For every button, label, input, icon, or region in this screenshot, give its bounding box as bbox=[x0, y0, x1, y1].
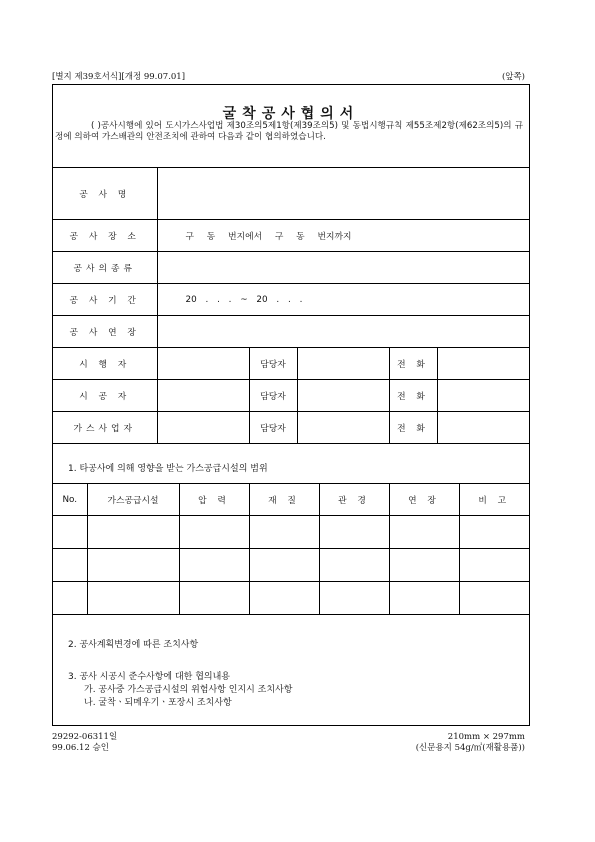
table-cell[interactable] bbox=[459, 549, 529, 582]
label-constructor-phone: 전 화 bbox=[389, 380, 437, 412]
value-gas-phone[interactable] bbox=[437, 412, 529, 444]
value-executor[interactable] bbox=[157, 348, 249, 380]
table-cell[interactable] bbox=[249, 516, 319, 549]
value-gas-manager[interactable] bbox=[297, 412, 389, 444]
table-cell[interactable] bbox=[53, 516, 87, 549]
value-constructor-phone[interactable] bbox=[437, 380, 529, 412]
table-cell[interactable] bbox=[389, 549, 459, 582]
value-project-extension[interactable] bbox=[157, 316, 529, 348]
col-diameter: 관 경 bbox=[319, 484, 389, 516]
col-no: No. bbox=[53, 484, 87, 516]
row-project-place bbox=[53, 220, 529, 252]
page-side: (앞쪽) bbox=[501, 72, 525, 82]
table-cell[interactable] bbox=[459, 516, 529, 549]
row-executor bbox=[53, 348, 529, 380]
form-code: 29292-06311일 bbox=[52, 732, 118, 742]
table-cell[interactable] bbox=[389, 582, 459, 615]
label-executor-phone: 전 화 bbox=[389, 348, 437, 380]
label-project-place: 공 사 장 소 bbox=[53, 220, 157, 252]
label-gas-phone: 전 화 bbox=[389, 412, 437, 444]
col-remarks: 비 고 bbox=[459, 484, 529, 516]
table-cell[interactable] bbox=[319, 516, 389, 549]
value-gas-operator[interactable] bbox=[157, 412, 249, 444]
value-constructor[interactable] bbox=[157, 380, 249, 412]
value-project-name[interactable] bbox=[157, 168, 529, 220]
col-material: 재 질 bbox=[249, 484, 319, 516]
label-gas-manager: 담당자 bbox=[249, 412, 297, 444]
section-3-item-b: 나. 굴착ㆍ되메우기ㆍ포장시 조치사항 bbox=[84, 698, 232, 708]
label-project-extension: 공 사 연 장 bbox=[53, 316, 157, 348]
consultation-form bbox=[52, 84, 530, 726]
row-project-type bbox=[53, 252, 529, 284]
row-project-name bbox=[53, 168, 529, 220]
footer-right bbox=[416, 732, 525, 754]
table-cell[interactable] bbox=[179, 582, 249, 615]
row-constructor bbox=[53, 380, 529, 412]
value-executor-phone[interactable] bbox=[437, 348, 529, 380]
col-length: 연 장 bbox=[389, 484, 459, 516]
col-pressure: 압 력 bbox=[179, 484, 249, 516]
table-row bbox=[53, 516, 529, 549]
intro-paragraph bbox=[55, 121, 523, 143]
table-cell[interactable] bbox=[53, 549, 87, 582]
label-project-period: 공 사 기 간 bbox=[53, 284, 157, 316]
value-project-place[interactable]: 구 동 번지에서 구 동 번지까지 bbox=[157, 220, 529, 252]
table-cell[interactable] bbox=[319, 549, 389, 582]
table-cell[interactable] bbox=[87, 549, 179, 582]
label-executor: 시 행 자 bbox=[53, 348, 157, 380]
intro-text: ( )공사시행에 있어 도시가스사업법 제30조의5제1항(제39조의5) 및 동법시행규칙 제55조제2항(제62조의5)의 규정에 의하여 가스배관의 안전조치에 관하여 다음과 같이 협의하였습니다. bbox=[55, 121, 523, 142]
section-3-heading: 3. 공사 시공시 준수사항에 대한 협의내용 bbox=[68, 672, 230, 682]
table-cell[interactable] bbox=[53, 582, 87, 615]
form-title: 굴착공사협의서 bbox=[222, 106, 360, 122]
section-1-heading: 1. 타공사에 의해 영향을 받는 가스공급시설의 범위 bbox=[68, 464, 268, 474]
paper-spec: (신문용지 54g/㎡(재활용품)) bbox=[415, 743, 525, 753]
table-cell[interactable] bbox=[389, 516, 459, 549]
row-project-period bbox=[53, 284, 529, 316]
table-cell[interactable] bbox=[459, 582, 529, 615]
table-cell[interactable] bbox=[87, 582, 179, 615]
facility-table bbox=[53, 483, 529, 615]
facility-header-row bbox=[53, 484, 529, 516]
table-cell[interactable] bbox=[249, 549, 319, 582]
label-constructor-manager: 담당자 bbox=[249, 380, 297, 412]
table-cell[interactable] bbox=[179, 549, 249, 582]
table-cell[interactable] bbox=[319, 582, 389, 615]
row-project-extension bbox=[53, 316, 529, 348]
section-2-heading: 2. 공사계획변경에 따른 조치사항 bbox=[68, 640, 199, 650]
approval-date: 99.06.12 승인 bbox=[52, 743, 109, 753]
form-header bbox=[52, 70, 525, 84]
paper-size: 210mm × 297mm bbox=[447, 732, 525, 742]
table-cell[interactable] bbox=[249, 582, 319, 615]
value-constructor-manager[interactable] bbox=[297, 380, 389, 412]
value-project-period[interactable]: 20 . . . ~ 20 . . . bbox=[157, 284, 529, 316]
label-project-type: 공사의종류 bbox=[53, 252, 157, 284]
footer-left bbox=[52, 732, 117, 754]
col-facility: 가스공급시설 bbox=[87, 484, 179, 516]
value-executor-manager[interactable] bbox=[297, 348, 389, 380]
label-constructor: 시 공 자 bbox=[53, 380, 157, 412]
row-gas-operator bbox=[53, 412, 529, 444]
label-executor-manager: 담당자 bbox=[249, 348, 297, 380]
section-3-item-a: 가. 공사중 가스공급시설의 위험사항 인지시 조치사항 bbox=[84, 685, 293, 695]
info-table bbox=[53, 167, 529, 444]
label-project-name: 공 사 명 bbox=[53, 168, 157, 220]
form-number: [별지 제39호서식][개정 99.07.01] bbox=[52, 72, 186, 82]
table-row bbox=[53, 549, 529, 582]
table-row bbox=[53, 582, 529, 615]
label-gas-operator: 가스사업자 bbox=[53, 412, 157, 444]
table-cell[interactable] bbox=[179, 516, 249, 549]
section-3 bbox=[68, 671, 292, 710]
table-cell[interactable] bbox=[87, 516, 179, 549]
value-project-type[interactable] bbox=[157, 252, 529, 284]
